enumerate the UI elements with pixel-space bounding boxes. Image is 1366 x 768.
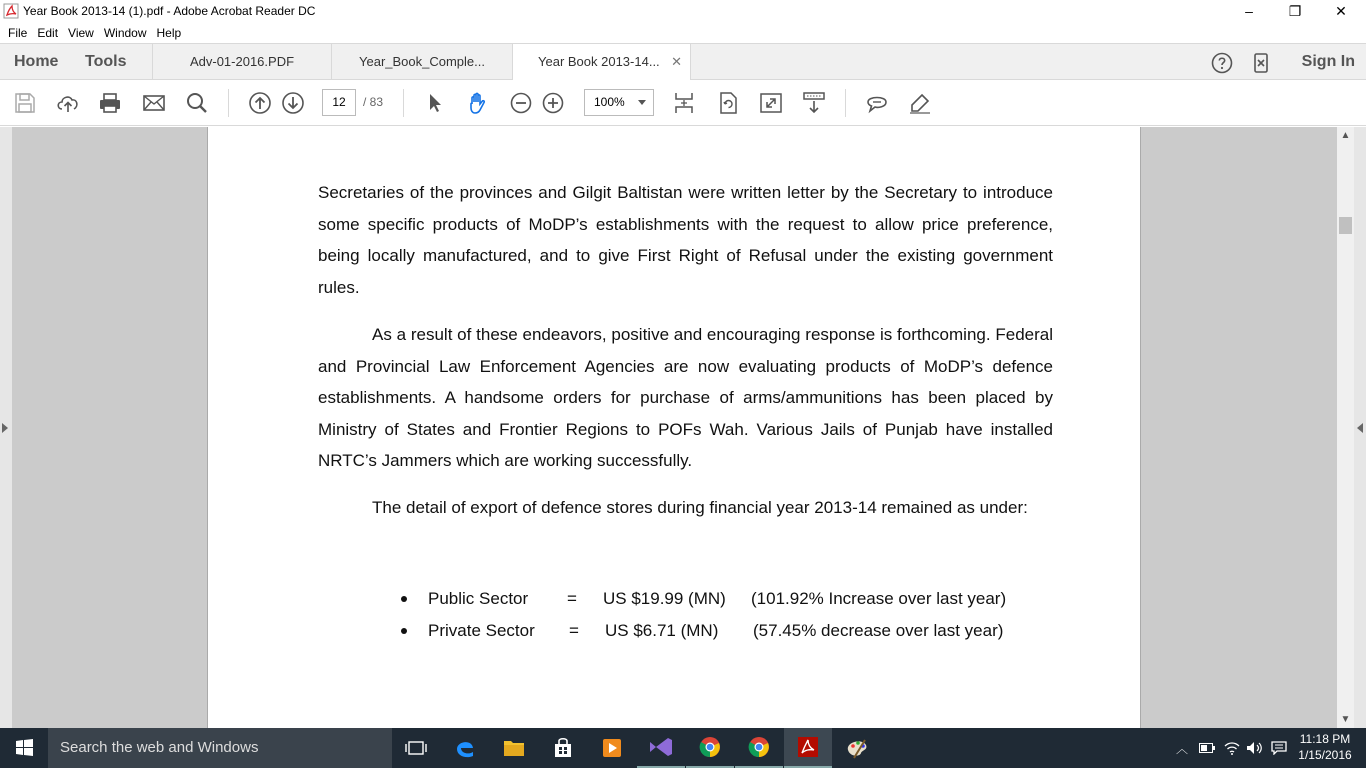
volume-tray[interactable] — [1244, 728, 1266, 768]
sector-label: Public Sector — [428, 589, 529, 608]
page-number-input[interactable]: 12 — [322, 89, 356, 116]
save-icon[interactable] — [13, 91, 37, 115]
menu-view[interactable]: View — [68, 25, 94, 40]
tab-bar — [0, 43, 1366, 80]
taskbar-search-box[interactable] — [48, 728, 392, 768]
acrobat-icon — [796, 735, 820, 759]
zoom-select[interactable] — [584, 89, 654, 116]
bullet-item-public — [398, 583, 1038, 615]
restore-icon: ❐ — [1288, 2, 1302, 19]
show-hidden-icons[interactable] — [1174, 728, 1190, 768]
bullet-icon — [401, 628, 407, 634]
window-title: Year Book 2013-14 (1).pdf - Adobe Acrobat Reader DC — [23, 4, 316, 18]
upload-cloud-icon[interactable] — [56, 91, 80, 115]
doc-tab-yearbook-complete[interactable] — [331, 44, 512, 80]
full-screen-icon[interactable] — [759, 91, 783, 115]
taskbar-edge[interactable] — [441, 728, 489, 768]
task-view-button[interactable] — [392, 728, 440, 768]
doc-tab-adv[interactable] — [152, 44, 331, 80]
toolbar-separator — [228, 89, 229, 117]
paragraph-1: Secretaries of the provinces and Gilgit Baltistan were written letter by the Secretary to introduce some specific products of MoDP’s establishments with the request to allow price preference, being locally manufactured, and to give First Right of Refusal under the existing government rules. — [318, 183, 1053, 297]
equals-sign: = — [569, 621, 579, 640]
search-icon[interactable] — [185, 91, 209, 115]
minimize-icon: – — [1245, 3, 1253, 19]
rotate-page-icon[interactable] — [716, 91, 740, 115]
taskbar-file-explorer[interactable] — [490, 728, 538, 768]
battery-tray[interactable] — [1197, 728, 1217, 768]
doc-tab-label: Year_Book_Comple... — [359, 54, 485, 69]
change-note: (57.45% decrease over last year) — [753, 621, 1004, 640]
battery-icon — [1199, 743, 1215, 753]
next-page-icon[interactable] — [281, 91, 305, 115]
zoom-value: 100% — [594, 95, 625, 109]
wifi-tray[interactable] — [1222, 728, 1242, 768]
help-icon[interactable] — [1211, 52, 1233, 74]
print-icon[interactable] — [98, 91, 122, 115]
chevron-up-icon: ︿ — [1175, 741, 1188, 756]
toolbar-separator — [845, 89, 846, 117]
store-bag-icon — [552, 737, 574, 759]
expand-right-panel-icon[interactable] — [1357, 423, 1363, 433]
scroll-mode-icon[interactable] — [802, 91, 826, 115]
paint-palette-icon — [844, 736, 870, 760]
fit-page-icon[interactable] — [672, 91, 696, 115]
toolbar-separator — [403, 89, 404, 117]
task-view-icon — [405, 739, 427, 757]
scrollbar-thumb[interactable] — [1339, 217, 1352, 234]
mobile-link-icon[interactable] — [1250, 52, 1272, 74]
menu-bar — [0, 22, 1366, 43]
taskbar-visual-studio[interactable] — [637, 728, 685, 768]
chevron-down-icon — [638, 100, 646, 105]
paragraph-2: As a result of these endeavors, positive and encouraging response is forthcoming. Federal and Provincial Law Enforcement Agencies are now evaluating products of MoDP’s defence establishments. A handsome orders for purchase of arms/ammunitions has been placed by Ministry of States and Frontier Regions to POFs Wah. Various Jails of Punjab have installed NRTC’s Jammers which are working successfully. — [318, 325, 1053, 471]
close-tab-icon[interactable]: ✕ — [671, 54, 682, 69]
taskbar-store[interactable] — [539, 728, 587, 768]
document-viewport — [0, 127, 1366, 728]
volume-icon — [1246, 741, 1264, 755]
menu-edit[interactable]: Edit — [37, 25, 59, 40]
media-player-icon — [601, 737, 623, 759]
taskbar-chrome-1[interactable] — [686, 728, 734, 768]
zoom-in-icon[interactable] — [541, 91, 565, 115]
equals-sign: = — [567, 589, 577, 608]
expand-left-panel-icon[interactable] — [2, 423, 8, 433]
page-total: / 83 — [363, 95, 384, 109]
taskbar-clock[interactable] — [1292, 731, 1358, 763]
sign-in-button[interactable]: Sign In — [1301, 53, 1355, 70]
vertical-scrollbar[interactable] — [1337, 127, 1354, 728]
previous-page-icon[interactable] — [248, 91, 272, 115]
taskbar-acrobat[interactable] — [784, 728, 832, 768]
select-cursor-icon[interactable] — [423, 91, 447, 115]
taskbar-chrome-2[interactable] — [735, 728, 783, 768]
taskbar-media-player[interactable] — [588, 728, 636, 768]
close-icon: ✕ — [1335, 2, 1347, 19]
zoom-out-icon[interactable] — [509, 91, 533, 115]
wifi-icon — [1224, 741, 1240, 755]
change-note: (101.92% Increase over last year) — [751, 589, 1007, 608]
clock-date: 1/15/2016 — [1298, 748, 1352, 762]
doc-tab-label: Adv-01-2016.PDF — [189, 54, 295, 69]
sector-label: Private Sector — [428, 621, 535, 640]
pdf-page — [207, 127, 1141, 728]
title-bar — [0, 0, 1366, 22]
export-amount: US $19.99 (MN) — [603, 589, 726, 608]
bullet-icon — [401, 596, 407, 602]
doc-tab-yearbook-active[interactable] — [512, 44, 691, 81]
export-amount: US $6.71 (MN) — [605, 621, 719, 640]
highlight-pen-icon[interactable] — [908, 91, 932, 115]
menu-file[interactable]: File — [8, 25, 28, 40]
notifications-icon — [1271, 741, 1287, 755]
windows-taskbar — [0, 728, 1366, 768]
scroll-up-icon[interactable]: ▲ — [1340, 130, 1351, 141]
action-center[interactable] — [1268, 728, 1290, 768]
taskbar-paint[interactable] — [833, 728, 881, 768]
scroll-down-icon[interactable]: ▼ — [1340, 714, 1351, 725]
acrobat-app-icon — [3, 3, 19, 19]
toolbar — [0, 80, 1366, 126]
email-icon[interactable] — [142, 91, 166, 115]
clock-time: 11:18 PM — [1299, 732, 1351, 746]
close-window-button[interactable] — [1318, 0, 1364, 22]
bullet-item-private — [398, 615, 1038, 647]
edge-browser-icon — [453, 736, 477, 760]
chrome-icon — [747, 735, 771, 759]
restore-button[interactable] — [1272, 0, 1318, 22]
menu-help[interactable]: Help — [156, 25, 182, 40]
visual-studio-icon — [648, 736, 674, 758]
tab-home[interactable]: Home — [14, 53, 59, 70]
tab-tools[interactable]: Tools — [85, 53, 127, 70]
hand-tool-icon[interactable] — [466, 91, 490, 115]
folder-icon — [502, 737, 526, 759]
doc-tab-label: Year Book 2013-14... — [538, 54, 660, 69]
search-placeholder: Search the web and Windows — [60, 739, 259, 756]
menu-window[interactable]: Window — [103, 25, 147, 40]
chrome-icon — [698, 735, 722, 759]
windows-start-icon[interactable] — [0, 728, 48, 768]
comment-icon[interactable] — [865, 91, 889, 115]
paragraph-3: The detail of export of defence stores during financial year 2013-14 remained as under: — [372, 498, 1028, 517]
minimize-button[interactable] — [1226, 0, 1272, 22]
